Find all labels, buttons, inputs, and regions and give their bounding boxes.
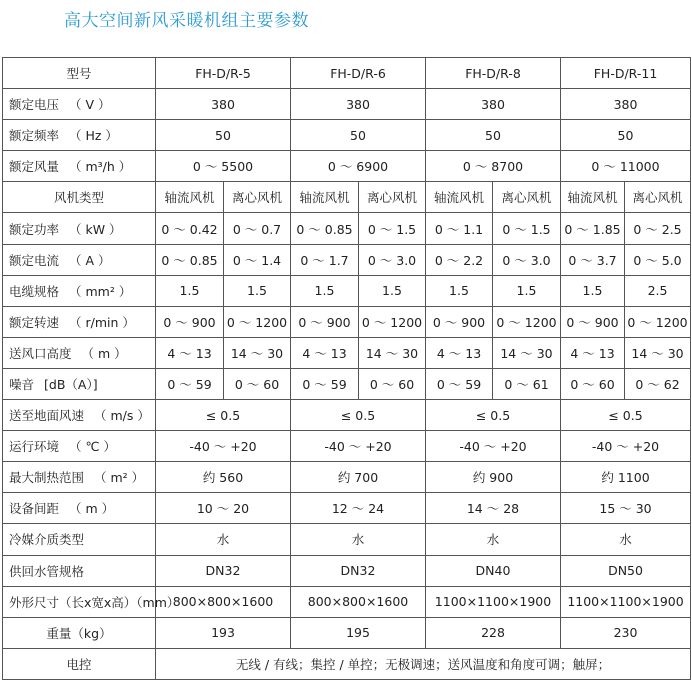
- row-label-name: 送风口高度: [9, 345, 72, 361]
- table-cell: 50: [156, 120, 291, 151]
- table-cell: 0 ～ 1.5: [493, 213, 561, 244]
- row-label-name: 额定电流: [9, 252, 60, 268]
- table-cell: 轴流风机: [156, 182, 224, 213]
- model-header: FH-D/R-5: [156, 58, 291, 89]
- page-title: 高大空间新风采暖机组主要参数: [64, 11, 309, 31]
- row-label-unit: （ mm² ）: [69, 283, 132, 299]
- row-label-unit: （ kW ）: [69, 221, 122, 237]
- row-label: [3, 151, 156, 182]
- table-cell: 水: [156, 524, 291, 555]
- table-cell: 0 ～ 1.4: [224, 244, 291, 275]
- row-label-name: 冷媒介质类型: [9, 532, 85, 548]
- table-row: [3, 213, 691, 244]
- row-label: [3, 213, 156, 244]
- table-cell: 1.5: [493, 275, 561, 306]
- table-cell: 0 ～ 900: [561, 306, 625, 337]
- table-row: [3, 648, 691, 679]
- table-cell: 0 ～ 5.0: [625, 244, 691, 275]
- table-row: [3, 151, 691, 182]
- table-cell: 14 ～ 30: [625, 337, 691, 368]
- model-header: FH-D/R-8: [426, 58, 561, 89]
- table-cell: -40 ～ +20: [156, 431, 291, 462]
- row-label-unit: （ m³/h ）: [69, 159, 132, 175]
- table-cell: 0 ～ 0.85: [156, 244, 224, 275]
- table-cell: 4 ～ 13: [291, 337, 359, 368]
- table-cell: ≤ 0.5: [291, 400, 426, 431]
- row-label-name: 噪音: [9, 376, 35, 392]
- table-cell: DN32: [156, 555, 291, 586]
- table-row: [3, 306, 691, 337]
- table-cell: 1.5: [359, 275, 426, 306]
- table-cell: DN50: [561, 555, 691, 586]
- row-label-unit: （ A ）: [69, 252, 111, 268]
- table-row: [3, 89, 691, 120]
- table-cell: 380: [291, 89, 426, 120]
- row-label: [3, 244, 156, 275]
- row-label-name: 供回水管规格: [9, 563, 85, 579]
- table-cell: 10 ～ 20: [156, 493, 291, 524]
- table-cell: ≤ 0.5: [426, 400, 561, 431]
- table-row: [3, 524, 691, 555]
- table-cell: 50: [426, 120, 561, 151]
- row-label-name: 额定转速: [9, 314, 60, 330]
- table-cell: 离心风机: [493, 182, 561, 213]
- row-label-name: 额定电压: [9, 97, 60, 113]
- row-label-name: 重量（kg）: [46, 625, 112, 641]
- row-label-name: 设备间距: [9, 501, 60, 517]
- row-label-unit: [dB（A）]: [44, 376, 98, 392]
- table-cell: 1.5: [224, 275, 291, 306]
- table-cell: 14 ～ 30: [224, 337, 291, 368]
- table-cell: 195: [291, 617, 426, 648]
- table-cell: 0 ～ 60: [359, 368, 426, 399]
- table-cell: 0 ～ 5500: [156, 151, 291, 182]
- table-cell: 1.5: [156, 275, 224, 306]
- table-cell: 约 700: [291, 462, 426, 493]
- row-label: [3, 337, 156, 368]
- table-cell: -40 ～ +20: [291, 431, 426, 462]
- table-cell: 0 ～ 0.85: [291, 213, 359, 244]
- table-cell: 0 ～ 1200: [625, 306, 691, 337]
- table-cell: 0 ～ 0.7: [224, 213, 291, 244]
- table-cell: DN40: [426, 555, 561, 586]
- model-header: FH-D/R-6: [291, 58, 426, 89]
- table-cell: 50: [561, 120, 691, 151]
- table-row: [3, 555, 691, 586]
- table-cell: 14 ～ 28: [426, 493, 561, 524]
- row-label-unit: （ Hz ）: [69, 128, 118, 144]
- table-cell: 约 900: [426, 462, 561, 493]
- table-cell: 离心风机: [224, 182, 291, 213]
- row-label-unit: （ m ）: [69, 501, 115, 517]
- table-cell: 0 ～ 61: [493, 368, 561, 399]
- row-label: [3, 368, 156, 399]
- table-cell: 1.5: [426, 275, 493, 306]
- table-cell: 2.5: [625, 275, 691, 306]
- table-cell: 14 ～ 30: [493, 337, 561, 368]
- table-cell: 12 ～ 24: [291, 493, 426, 524]
- table-cell: 14 ～ 30: [359, 337, 426, 368]
- table-cell: 0 ～ 62: [625, 368, 691, 399]
- table-cell: 0 ～ 59: [156, 368, 224, 399]
- row-label-name: 送至地面风速: [9, 408, 85, 424]
- table-row: [3, 368, 691, 399]
- table-cell: 0 ～ 3.0: [359, 244, 426, 275]
- table-cell: 0 ～ 1.5: [359, 213, 426, 244]
- table-row: [3, 182, 691, 213]
- table-cell: 0 ～ 1200: [359, 306, 426, 337]
- table-row: [3, 493, 691, 524]
- table-cell: 离心风机: [625, 182, 691, 213]
- table-cell: 1100×1100×1900: [561, 586, 691, 617]
- table-cell: 0 ～ 8700: [426, 151, 561, 182]
- row-label: [3, 555, 156, 586]
- row-label-name: 电缆规格: [9, 283, 60, 299]
- table-cell: 15 ～ 30: [561, 493, 691, 524]
- table-cell: 0 ～ 1200: [493, 306, 561, 337]
- row-label-unit: （ m/s ）: [94, 408, 150, 424]
- table-cell: 193: [156, 617, 291, 648]
- row-label: [3, 400, 156, 431]
- row-label: [3, 462, 156, 493]
- row-label: [3, 306, 156, 337]
- row-label-unit: （ V ）: [69, 97, 111, 113]
- table-cell: 380: [426, 89, 561, 120]
- row-label-name: 外形尺寸（长x宽x高）（mm）: [9, 594, 180, 610]
- spec-table: [2, 57, 691, 680]
- row-label: [3, 120, 156, 151]
- table-cell: -40 ～ +20: [561, 431, 691, 462]
- model-header: FH-D/R-11: [561, 58, 691, 89]
- row-label-unit: （ m² ）: [94, 470, 145, 486]
- table-cell: 50: [291, 120, 426, 151]
- table-cell: 离心风机: [359, 182, 426, 213]
- table-cell: 0 ～ 60: [561, 368, 625, 399]
- table-cell: 380: [156, 89, 291, 120]
- table-cell: 无线 / 有线；集控 / 单控；无极调速；送风温度和角度可调；触屏；: [156, 648, 691, 679]
- row-label: [3, 275, 156, 306]
- table-cell: 0 ～ 1.1: [426, 213, 493, 244]
- table-cell: 380: [561, 89, 691, 120]
- table-cell: 水: [426, 524, 561, 555]
- table-row: [3, 337, 691, 368]
- table-row: [3, 400, 691, 431]
- table-cell: 0 ～ 900: [291, 306, 359, 337]
- table-cell: 0 ～ 2.2: [426, 244, 493, 275]
- row-label: [3, 617, 156, 648]
- table-row: [3, 120, 691, 151]
- row-label-name: 运行环境: [9, 439, 60, 455]
- table-cell: 0 ～ 0.42: [156, 213, 224, 244]
- table-row: [3, 244, 691, 275]
- table-cell: 0 ～ 6900: [291, 151, 426, 182]
- row-label-unit: （ ℃ ）: [69, 439, 117, 455]
- table-cell: 0 ～ 1.7: [291, 244, 359, 275]
- table-cell: 0 ～ 3.7: [561, 244, 625, 275]
- row-label: [3, 648, 156, 679]
- table-cell: ≤ 0.5: [561, 400, 691, 431]
- row-label: [3, 89, 156, 120]
- table-cell: 水: [561, 524, 691, 555]
- table-cell: 0 ～ 900: [156, 306, 224, 337]
- table-row: [3, 431, 691, 462]
- header-label: 型号: [3, 58, 156, 89]
- row-label-name: 最大制热范围: [9, 470, 85, 486]
- table-cell: DN32: [291, 555, 426, 586]
- table-cell: 1100×1100×1900: [426, 586, 561, 617]
- row-label-unit: （ m ）: [81, 345, 127, 361]
- row-label: [3, 586, 180, 617]
- row-label: [3, 182, 156, 213]
- table-cell: 0 ～ 900: [426, 306, 493, 337]
- row-label-name: 额定风量: [9, 159, 60, 175]
- table-cell: 轴流风机: [291, 182, 359, 213]
- table-cell: 228: [426, 617, 561, 648]
- table-cell: 约 560: [156, 462, 291, 493]
- table-cell: 0 ～ 59: [291, 368, 359, 399]
- table-cell: 800×800×1600: [156, 586, 291, 617]
- table-cell: 0 ～ 59: [426, 368, 493, 399]
- table-row: [3, 586, 691, 617]
- table-cell: -40 ～ +20: [426, 431, 561, 462]
- table-cell: 4 ～ 13: [426, 337, 493, 368]
- table-cell: 0 ～ 60: [224, 368, 291, 399]
- table-cell: 1.5: [561, 275, 625, 306]
- table-cell: 1.5: [291, 275, 359, 306]
- table-cell: 4 ～ 13: [561, 337, 625, 368]
- table-cell: ≤ 0.5: [156, 400, 291, 431]
- row-label-name: 电控: [66, 656, 92, 672]
- row-label: [3, 493, 156, 524]
- row-label-name: 额定频率: [9, 128, 60, 144]
- table-cell: 0 ～ 11000: [561, 151, 691, 182]
- table-row: [3, 617, 691, 648]
- table-row: [3, 275, 691, 306]
- table-cell: 轴流风机: [426, 182, 493, 213]
- header-row: [3, 58, 691, 89]
- row-label-name: 风机类型: [53, 190, 104, 206]
- row-label-unit: （ r/min ）: [69, 314, 135, 330]
- row-label: [3, 524, 156, 555]
- table-cell: 水: [291, 524, 426, 555]
- table-cell: 0 ～ 2.5: [625, 213, 691, 244]
- table-cell: 4 ～ 13: [156, 337, 224, 368]
- table-cell: 800×800×1600: [291, 586, 426, 617]
- table-cell: 0 ～ 3.0: [493, 244, 561, 275]
- table-cell: 0 ～ 1.85: [561, 213, 625, 244]
- table-row: [3, 462, 691, 493]
- table-cell: 轴流风机: [561, 182, 625, 213]
- row-label-name: 额定功率: [9, 221, 60, 237]
- row-label: [3, 431, 156, 462]
- table-cell: 约 1100: [561, 462, 691, 493]
- table-cell: 230: [561, 617, 691, 648]
- table-cell: 0 ～ 1200: [224, 306, 291, 337]
